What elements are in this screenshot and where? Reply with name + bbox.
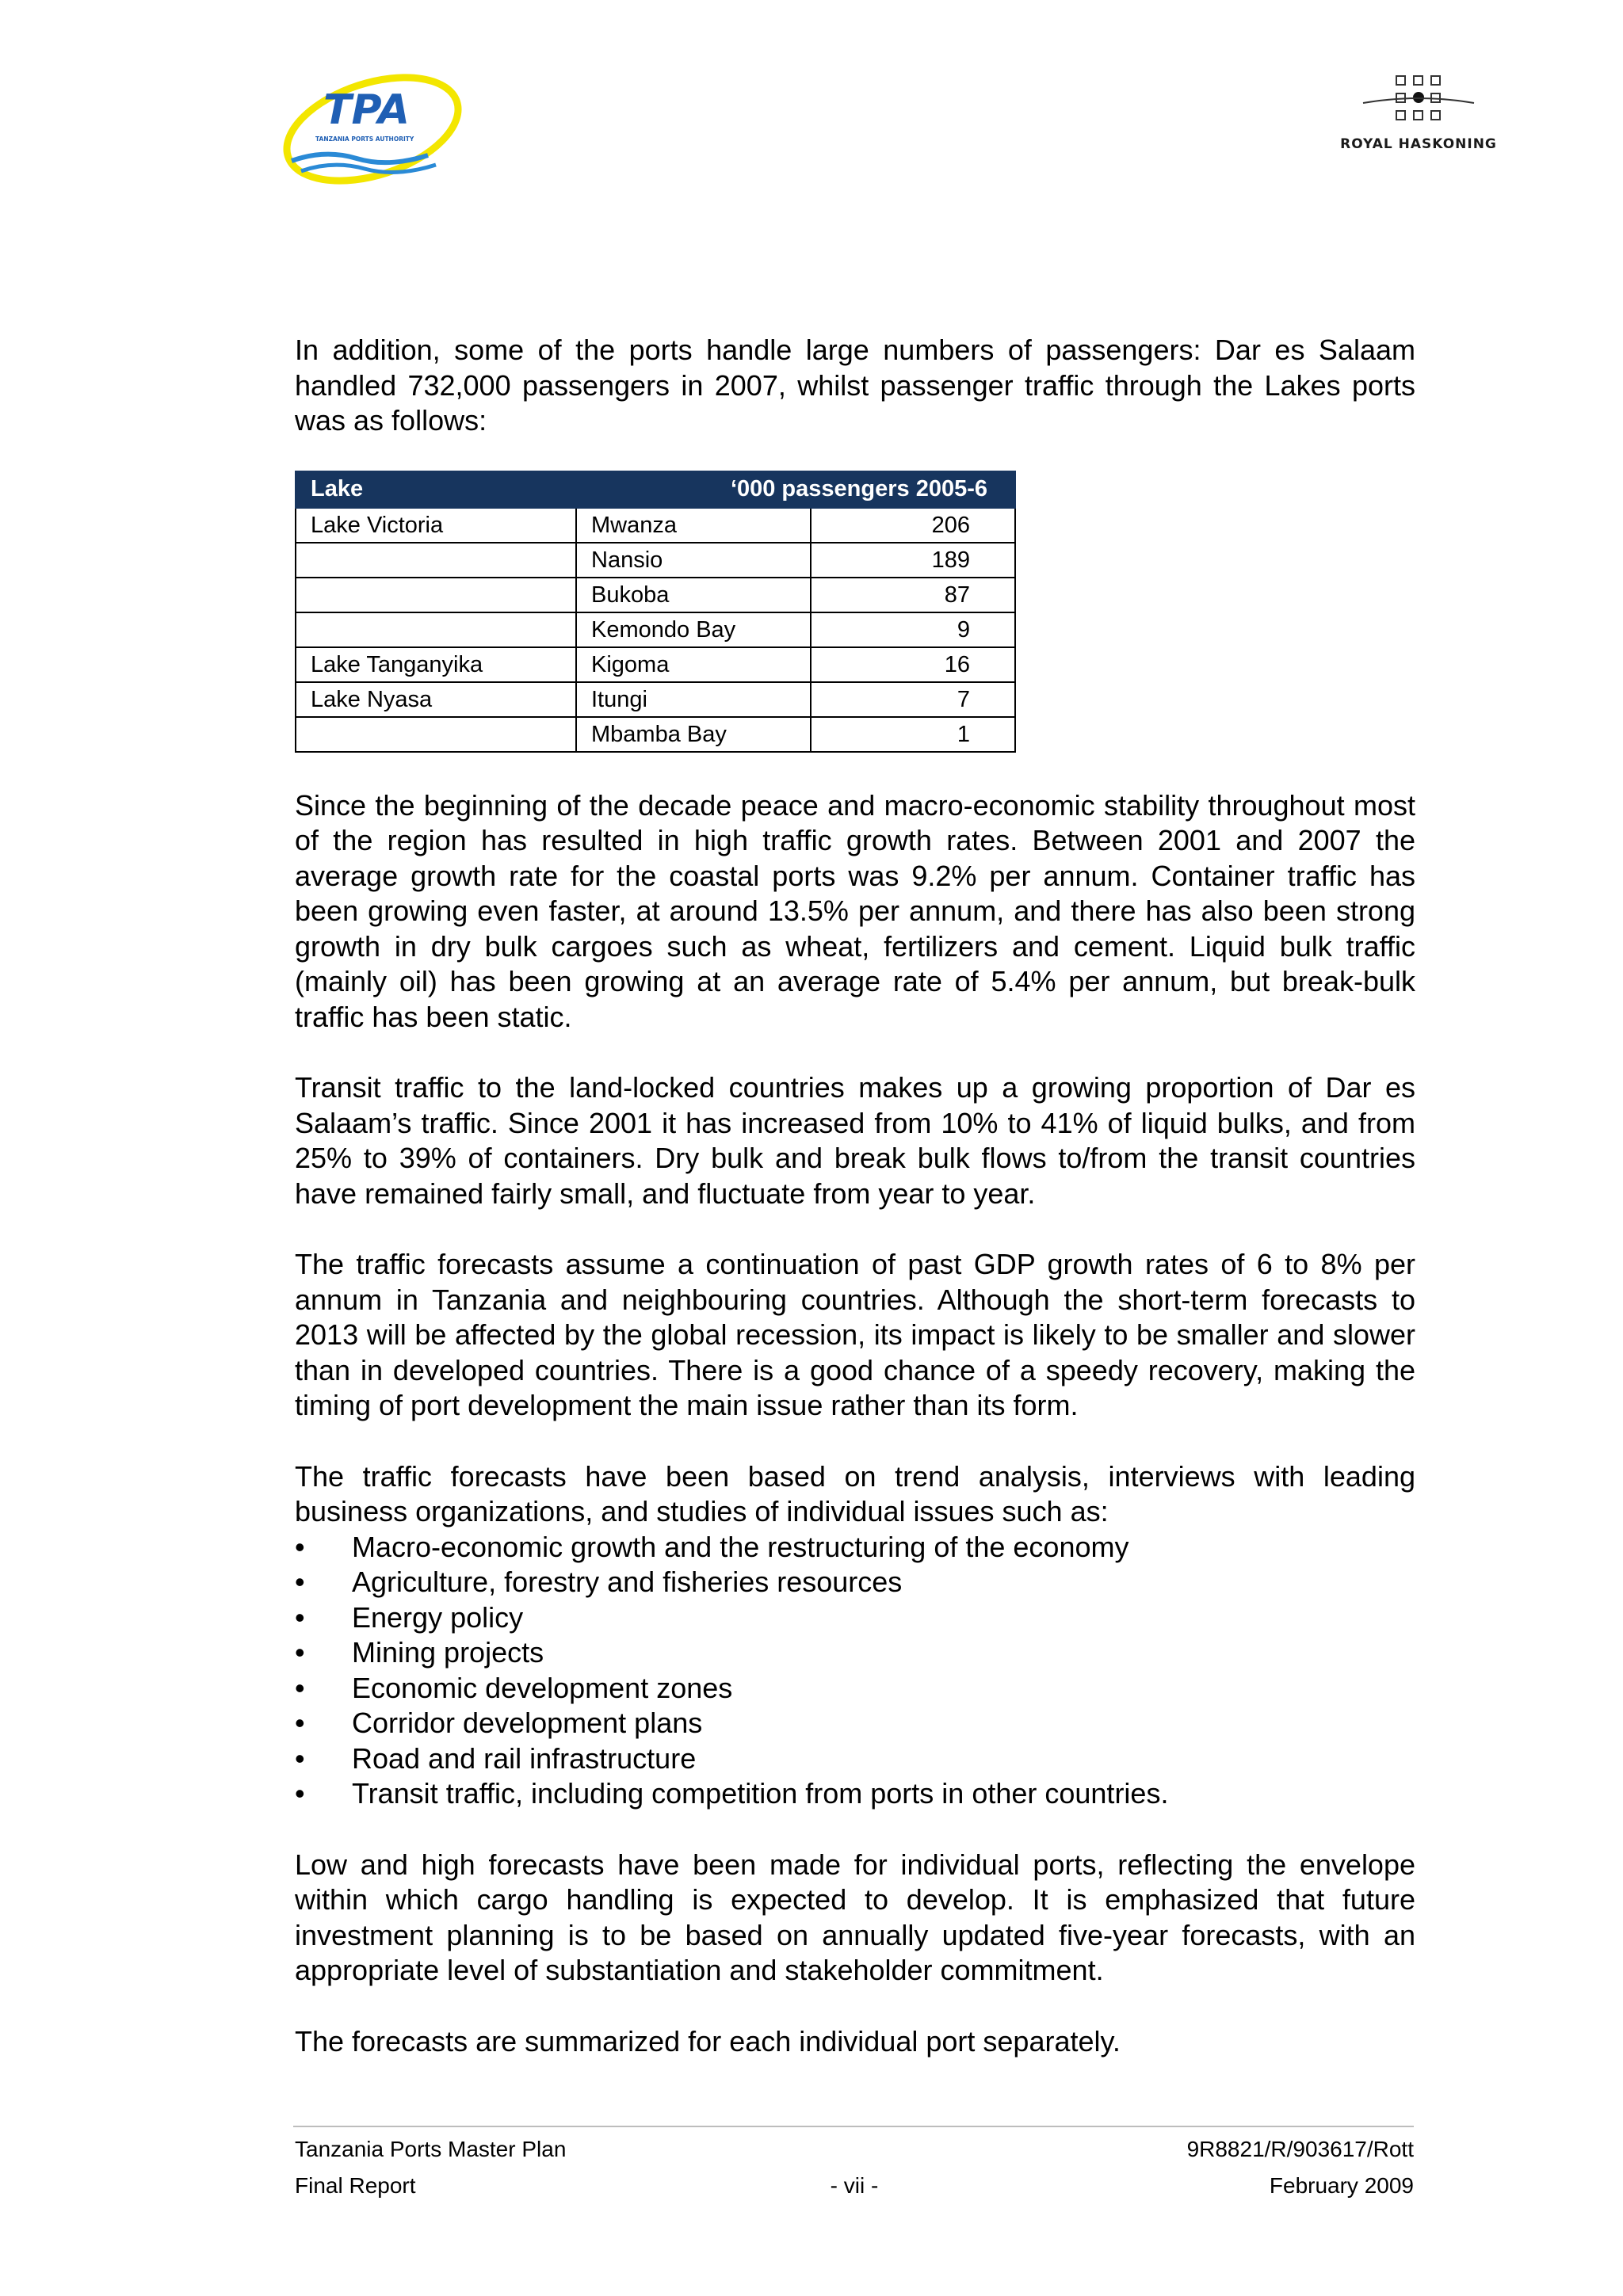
tpa-logo-subtext: TANZANIA PORTS AUTHORITY bbox=[315, 135, 414, 143]
list-item-text: Mining projects bbox=[352, 1636, 544, 1669]
bullet-icon: • bbox=[295, 1741, 305, 1775]
cell-lake: Lake Nyasa bbox=[296, 682, 576, 717]
cell-lake bbox=[296, 578, 576, 612]
royal-haskoning-text: ROYAL HASKONING bbox=[1340, 136, 1497, 152]
bullet-icon: • bbox=[295, 1707, 305, 1739]
intro-paragraph: In addition, some of the ports handle large numbers of passengers: Dar es Salaam handled 732,000 passengers in 2007, whilst passenger traffic through the Lakes ports was as follows: bbox=[295, 334, 1415, 437]
cell-lake bbox=[296, 612, 576, 647]
cell-port: Kigoma bbox=[576, 647, 811, 682]
cell-value: 16 bbox=[811, 647, 1015, 682]
bullet-icon: • bbox=[295, 1636, 305, 1669]
cell-port: Kemondo Bay bbox=[576, 612, 811, 647]
list-item-text: Macro-economic growth and the restructuring of the economy bbox=[352, 1530, 1129, 1563]
tpa-logo bbox=[277, 70, 468, 189]
list-item bbox=[295, 1741, 1415, 1777]
list-item bbox=[295, 1600, 1415, 1636]
bullet-icon: • bbox=[295, 1600, 305, 1634]
table-header-row bbox=[296, 471, 1015, 508]
cell-value: 1 bbox=[811, 717, 1015, 752]
table-row bbox=[296, 578, 1015, 612]
list-item bbox=[295, 1776, 1415, 1812]
bullet-icon: • bbox=[295, 1530, 305, 1563]
summary-paragraph: The forecasts are summarized for each individual port separately. bbox=[295, 2024, 1121, 2058]
cell-port: Mwanza bbox=[576, 508, 811, 543]
issues-list bbox=[295, 1530, 1415, 1812]
page-content bbox=[295, 333, 1415, 2059]
list-item-text: Agriculture, forestry and fisheries resources bbox=[352, 1566, 903, 1598]
footer-title: Tanzania Ports Master Plan bbox=[295, 2137, 567, 2161]
cell-port: Itungi bbox=[576, 682, 811, 717]
cell-lake bbox=[296, 717, 576, 752]
list-item-text: Road and rail infrastructure bbox=[352, 1741, 697, 1775]
transit-paragraph: Transit traffic to the land-locked countries makes up a growing proportion of Dar es Salaam’s traffic. Since 2001 it has increased from 10% to 41% of liquid bulks, and from 25% to 39% of containers. Dry bulk and break bulk flows to/from the transit countries have remained fairly small, and fluctuate from year to year. bbox=[295, 1071, 1415, 1210]
cell-value: 9 bbox=[811, 612, 1015, 647]
passenger-table bbox=[295, 471, 1016, 753]
table-row bbox=[296, 612, 1015, 647]
royal-haskoning-emblem bbox=[1319, 62, 1518, 133]
table-row bbox=[296, 647, 1015, 682]
list-item bbox=[295, 1530, 1415, 1566]
basis-paragraph: The traffic forecasts have been based on trend analysis, interviews with leading business organizations, and studies of individual issues such as: bbox=[295, 1459, 1415, 1527]
cell-lake: Lake Victoria bbox=[296, 508, 576, 543]
bullet-icon: • bbox=[295, 1671, 305, 1704]
list-item bbox=[295, 1671, 1415, 1707]
header-passengers: ‘000 passengers 2005-6 bbox=[576, 471, 1015, 508]
table-row bbox=[296, 717, 1015, 752]
table-row bbox=[296, 682, 1015, 717]
cell-lake bbox=[296, 543, 576, 578]
table-row bbox=[296, 543, 1015, 578]
cell-port: Bukoba bbox=[576, 578, 811, 612]
list-item-text: Economic development zones bbox=[352, 1671, 733, 1704]
footer-report-type: Final Report bbox=[295, 2173, 416, 2198]
cell-value: 7 bbox=[811, 682, 1015, 717]
footer-date: February 2009 bbox=[1269, 2173, 1414, 2198]
list-item-text: Energy policy bbox=[352, 1600, 524, 1634]
list-item bbox=[295, 1635, 1415, 1671]
cell-lake: Lake Tanganyika bbox=[296, 647, 576, 682]
forecasts-paragraph: The traffic forecasts assume a continuation of past GDP growth rates of 6 to 8% per annum in Tanzania and neighbouring countries. Although the short-term forecasts to 2013 will be affected by the global recession, its impact is likely to be smaller and slower than in developed countries. There is a good chance of a speedy recovery, making the timing of port development the main issue rather than its form. bbox=[295, 1248, 1415, 1421]
low-high-paragraph: Low and high forecasts have been made for individual ports, reflecting the envelope within which cargo handling is expected to develop. It is emphasized that future investment planning is to be based on annually updated five-year forecasts, with an appropriate level of substantiation and stakeholder commitment. bbox=[295, 1848, 1415, 1986]
cell-port: Nansio bbox=[576, 543, 811, 578]
growth-paragraph: Since the beginning of the decade peace and macro-economic stability throughout most of the region has resulted in high traffic growth rates. Between 2001 and 2007 the average growth rate for the coastal ports was 9.2% per annum. Container traffic has been growing even faster, at around 13.5% per annum, and there has also been strong growth in dry bulk cargoes such as wheat, fertilizers and cement. Liquid bulk traffic (mainly oil) has been growing at an average rate of 5.4% per annum, but break-bulk traffic has been static. bbox=[295, 788, 1415, 1033]
cell-value: 87 bbox=[811, 578, 1015, 612]
list-item bbox=[295, 1565, 1415, 1600]
cell-value: 189 bbox=[811, 543, 1015, 578]
bullet-icon: • bbox=[295, 1566, 305, 1598]
page-number: - vii - bbox=[830, 2173, 879, 2198]
table-row bbox=[296, 508, 1015, 543]
header-lake: Lake bbox=[296, 471, 576, 508]
list-item bbox=[295, 1706, 1415, 1741]
cell-value: 206 bbox=[811, 508, 1015, 543]
cell-port: Mbamba Bay bbox=[576, 717, 811, 752]
list-item-text: Transit traffic, including competition from ports in other countries. bbox=[352, 1777, 1169, 1810]
tpa-logo-text: TPA bbox=[323, 86, 411, 134]
royal-haskoning-logo bbox=[1319, 62, 1518, 157]
list-item-text: Corridor development plans bbox=[352, 1707, 703, 1739]
footer-reference: 9R8821/R/903617/Rott bbox=[1186, 2137, 1414, 2161]
footer-divider bbox=[293, 2126, 1414, 2127]
bullet-icon: • bbox=[295, 1777, 305, 1810]
